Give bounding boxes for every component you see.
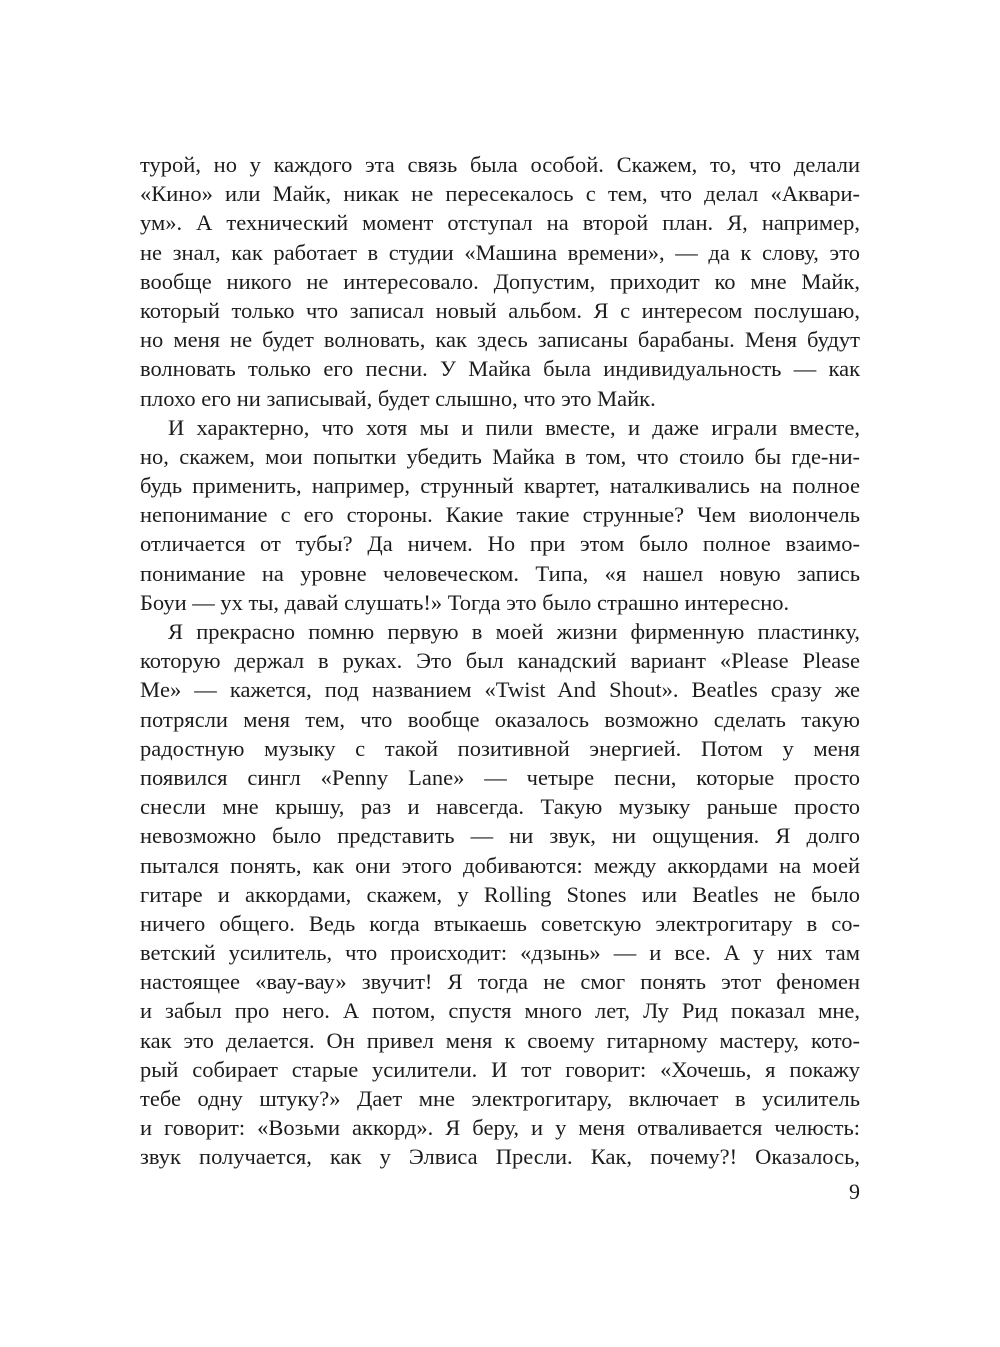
text-line: которую держал в руках. Это был канадский вариант «Please Please: [140, 648, 860, 674]
text-line: вообще никого не интересовало. Допустим, приходит ко мне Майк,: [140, 268, 860, 294]
text-line: как это делается. Он привел меня к своему гитарному мастеру, кото-: [140, 1027, 860, 1053]
text-line: и говорит: «Возьми аккорд». Я беру, и у меня отваливается челюсть:: [140, 1115, 860, 1141]
text-line: настоящее «вау-вау» звучит! Я тогда не смог понять этот феномен: [140, 969, 860, 995]
body-text: [140, 150, 860, 1172]
text-line: звук получается, как у Элвиса Пресли. Как, почему?! Оказалось,: [140, 1144, 860, 1170]
text-line: Me» — кажется, под названием «Twist And Shout». Beatles сразу же: [140, 677, 860, 703]
paragraph-first-line: И характерно, что хотя мы и пили вместе, и даже играли вместе,: [168, 414, 860, 440]
text-line: и забыл про него. А потом, спустя много лет, Лу Рид показал мне,: [140, 998, 860, 1024]
text-line: потрясли меня тем, что вообще оказалось возможно сделать такую: [140, 706, 860, 732]
paragraph-first-line: Я прекрасно помню первую в моей жизни фирменную пластинку,: [168, 619, 860, 644]
text-line: будь применить, например, струнный квартет, наталкивались на полное: [140, 473, 860, 499]
text-line: радостную музыку с такой позитивной энергией. Потом у меня: [140, 735, 860, 761]
text-line: плохо его ни записывай, будет слышно, что это Майк.: [140, 385, 656, 411]
text-line: Боуи — ух ты, давай слушать!» Тогда это было страшно интересно.: [140, 589, 790, 615]
text-line: снесли мне крышу, раз и навсегда. Такую музыку раньше просто: [140, 794, 860, 820]
text-line: который только что записал новый альбом. Я с интересом послушаю,: [140, 297, 860, 323]
text-line: тебе одну штуку?» Дает мне электрогитару, включает в усилитель: [140, 1086, 860, 1111]
text-line: волновать только его песни. У Майка была индивидуальность — как: [140, 356, 860, 382]
page-number: 9: [849, 1179, 860, 1204]
text-line: понимание на уровне человеческом. Типа, «я нашел новую запись: [140, 560, 860, 586]
text-line: невозможно было представить — ни звук, ни ощущения. Я долго: [140, 823, 860, 849]
text-line: но меня не будет волновать, как здесь записаны барабаны. Меня будут: [140, 327, 860, 353]
text-line: ничего общего. Ведь когда втыкаешь советскую электрогитару в со-: [140, 910, 860, 936]
text-line: отличается от тубы? Да ничем. Но при этом было полное взаимо-: [140, 531, 860, 557]
text-line: но, скажем, мои попытки убедить Майка в том, что стоило бы где-ни-: [140, 443, 860, 469]
text-line: не знал, как работает в студии «Машина времени», — да к слову, это: [140, 239, 860, 265]
text-line: ветский усилитель, что происходит: «дзынь» — и все. А у них там: [140, 940, 860, 966]
text-line: пытался понять, как они этого добиваются: между аккордами на моей: [140, 852, 860, 878]
text-line: рый собирает старые усилители. И тот говорит: «Хочешь, я покажу: [140, 1056, 860, 1082]
text-line: «Кино» или Майк, никак не пересекалось с тем, что делал «Аквари-: [140, 181, 860, 207]
text-line: непонимание с его стороны. Какие такие струнные? Чем виолончель: [140, 502, 860, 528]
text-line: появился сингл «Penny Lane» — четыре песни, которые просто: [140, 764, 860, 790]
text-line: ум». А технический момент отступал на второй план. Я, например,: [140, 210, 860, 236]
text-line: турой, но у каждого эта связь была особой. Скажем, то, что делали: [140, 152, 860, 177]
text-line: гитаре и аккордами, скажем, у Rolling Stones или Beatles не было: [140, 881, 860, 907]
